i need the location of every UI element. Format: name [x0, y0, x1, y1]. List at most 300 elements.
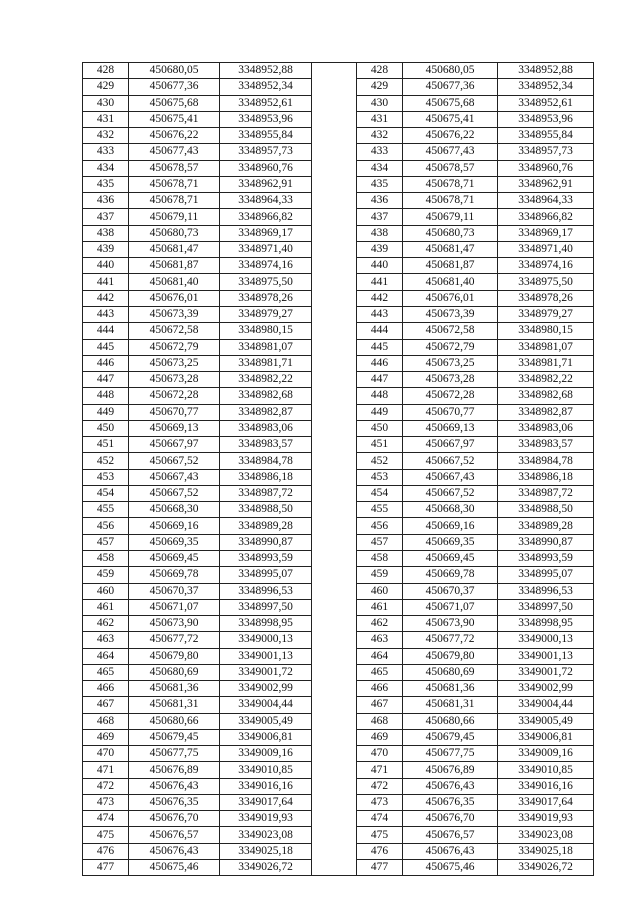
right-point-number-cell: 436 [357, 193, 403, 209]
right-y-coordinate-cell: 3348953,96 [498, 111, 594, 127]
table-row [83, 827, 594, 843]
table-row [83, 404, 594, 420]
left-x-coordinate-cell: 450676,70 [129, 811, 220, 827]
column-gap [312, 778, 357, 794]
right-x-coordinate-cell: 450678,57 [403, 160, 498, 176]
left-point-number-cell: 475 [83, 827, 129, 843]
right-point-number-cell: 453 [357, 469, 403, 485]
left-point-number-cell: 467 [83, 697, 129, 713]
right-x-coordinate-cell: 450673,25 [403, 355, 498, 371]
left-y-coordinate-cell: 3348953,96 [220, 111, 312, 127]
right-y-coordinate-cell: 3348955,84 [498, 128, 594, 144]
right-y-coordinate-cell: 3348962,91 [498, 176, 594, 192]
right-y-coordinate-cell: 3348960,76 [498, 160, 594, 176]
left-y-coordinate-cell: 3348981,71 [220, 355, 312, 371]
left-x-coordinate-cell: 450669,35 [129, 534, 220, 550]
left-point-number-cell: 448 [83, 388, 129, 404]
table-row [83, 95, 594, 111]
left-point-number-cell: 455 [83, 502, 129, 518]
column-gap [312, 241, 357, 257]
right-y-coordinate-cell: 3348978,26 [498, 290, 594, 306]
table-row [83, 144, 594, 160]
left-point-number-cell: 439 [83, 241, 129, 257]
left-y-coordinate-cell: 3348971,40 [220, 241, 312, 257]
right-y-coordinate-cell: 3349006,81 [498, 729, 594, 745]
left-point-number-cell: 450 [83, 420, 129, 436]
right-point-number-cell: 464 [357, 648, 403, 664]
column-gap [312, 339, 357, 355]
right-point-number-cell: 456 [357, 518, 403, 534]
right-point-number-cell: 444 [357, 323, 403, 339]
table-row [83, 746, 594, 762]
column-gap [312, 534, 357, 550]
left-y-coordinate-cell: 3348952,88 [220, 63, 312, 79]
right-x-coordinate-cell: 450670,37 [403, 583, 498, 599]
left-point-number-cell: 457 [83, 534, 129, 550]
column-gap [312, 811, 357, 827]
right-x-coordinate-cell: 450673,39 [403, 306, 498, 322]
right-x-coordinate-cell: 450680,73 [403, 225, 498, 241]
left-point-number-cell: 429 [83, 79, 129, 95]
right-x-coordinate-cell: 450667,52 [403, 485, 498, 501]
left-y-coordinate-cell: 3348984,78 [220, 453, 312, 469]
left-point-number-cell: 459 [83, 567, 129, 583]
table-row [83, 128, 594, 144]
left-point-number-cell: 447 [83, 372, 129, 388]
column-gap [312, 762, 357, 778]
left-point-number-cell: 434 [83, 160, 129, 176]
column-gap [312, 860, 357, 876]
right-y-coordinate-cell: 3348981,71 [498, 355, 594, 371]
right-point-number-cell: 434 [357, 160, 403, 176]
column-gap [312, 225, 357, 241]
left-point-number-cell: 449 [83, 404, 129, 420]
right-point-number-cell: 438 [357, 225, 403, 241]
right-point-number-cell: 475 [357, 827, 403, 843]
left-y-coordinate-cell: 3348982,22 [220, 372, 312, 388]
right-x-coordinate-cell: 450680,66 [403, 713, 498, 729]
table-row [83, 664, 594, 680]
left-x-coordinate-cell: 450681,36 [129, 681, 220, 697]
right-x-coordinate-cell: 450679,80 [403, 648, 498, 664]
right-x-coordinate-cell: 450676,22 [403, 128, 498, 144]
left-y-coordinate-cell: 3348952,34 [220, 79, 312, 95]
column-gap [312, 290, 357, 306]
right-y-coordinate-cell: 3348982,68 [498, 388, 594, 404]
table-row [83, 534, 594, 550]
right-point-number-cell: 477 [357, 860, 403, 876]
right-point-number-cell: 454 [357, 485, 403, 501]
left-y-coordinate-cell: 3348979,27 [220, 306, 312, 322]
column-gap [312, 160, 357, 176]
right-x-coordinate-cell: 450676,35 [403, 794, 498, 810]
right-point-number-cell: 463 [357, 632, 403, 648]
left-x-coordinate-cell: 450676,22 [129, 128, 220, 144]
column-gap [312, 323, 357, 339]
right-point-number-cell: 431 [357, 111, 403, 127]
table-row [83, 306, 594, 322]
left-x-coordinate-cell: 450680,73 [129, 225, 220, 241]
right-y-coordinate-cell: 3348971,40 [498, 241, 594, 257]
left-point-number-cell: 431 [83, 111, 129, 127]
table-row [83, 339, 594, 355]
left-x-coordinate-cell: 450673,39 [129, 306, 220, 322]
left-y-coordinate-cell: 3349026,72 [220, 860, 312, 876]
left-point-number-cell: 454 [83, 485, 129, 501]
right-point-number-cell: 452 [357, 453, 403, 469]
left-x-coordinate-cell: 450676,89 [129, 762, 220, 778]
right-point-number-cell: 465 [357, 664, 403, 680]
right-x-coordinate-cell: 450668,30 [403, 502, 498, 518]
left-y-coordinate-cell: 3348962,91 [220, 176, 312, 192]
left-x-coordinate-cell: 450667,52 [129, 453, 220, 469]
right-point-number-cell: 449 [357, 404, 403, 420]
table-row [83, 697, 594, 713]
column-gap [312, 616, 357, 632]
column-gap [312, 843, 357, 859]
coordinate-table-body [83, 63, 594, 876]
column-gap [312, 95, 357, 111]
left-x-coordinate-cell: 450677,43 [129, 144, 220, 160]
left-y-coordinate-cell: 3348978,26 [220, 290, 312, 306]
left-y-coordinate-cell: 3349006,81 [220, 729, 312, 745]
left-x-coordinate-cell: 450675,46 [129, 860, 220, 876]
right-point-number-cell: 471 [357, 762, 403, 778]
table-row [83, 713, 594, 729]
left-y-coordinate-cell: 3348996,53 [220, 583, 312, 599]
right-x-coordinate-cell: 450667,97 [403, 437, 498, 453]
right-x-coordinate-cell: 450680,05 [403, 63, 498, 79]
left-x-coordinate-cell: 450669,16 [129, 518, 220, 534]
right-point-number-cell: 432 [357, 128, 403, 144]
column-gap [312, 502, 357, 518]
column-gap [312, 664, 357, 680]
column-gap [312, 518, 357, 534]
left-point-number-cell: 433 [83, 144, 129, 160]
left-y-coordinate-cell: 3349025,18 [220, 843, 312, 859]
left-x-coordinate-cell: 450669,78 [129, 567, 220, 583]
right-y-coordinate-cell: 3348988,50 [498, 502, 594, 518]
table-row [83, 209, 594, 225]
table-row [83, 729, 594, 745]
right-y-coordinate-cell: 3348979,27 [498, 306, 594, 322]
table-row [83, 225, 594, 241]
left-x-coordinate-cell: 450673,90 [129, 616, 220, 632]
left-x-coordinate-cell: 450667,43 [129, 469, 220, 485]
right-x-coordinate-cell: 450669,16 [403, 518, 498, 534]
table-row [83, 616, 594, 632]
right-x-coordinate-cell: 450676,43 [403, 778, 498, 794]
left-x-coordinate-cell: 450672,58 [129, 323, 220, 339]
left-x-coordinate-cell: 450680,66 [129, 713, 220, 729]
right-point-number-cell: 441 [357, 274, 403, 290]
left-y-coordinate-cell: 3348964,33 [220, 193, 312, 209]
right-x-coordinate-cell: 450678,71 [403, 176, 498, 192]
right-y-coordinate-cell: 3348983,06 [498, 420, 594, 436]
right-x-coordinate-cell: 450672,79 [403, 339, 498, 355]
right-point-number-cell: 467 [357, 697, 403, 713]
right-x-coordinate-cell: 450676,01 [403, 290, 498, 306]
right-x-coordinate-cell: 450676,43 [403, 843, 498, 859]
right-y-coordinate-cell: 3349026,72 [498, 860, 594, 876]
left-y-coordinate-cell: 3348955,84 [220, 128, 312, 144]
left-y-coordinate-cell: 3348987,72 [220, 485, 312, 501]
left-point-number-cell: 460 [83, 583, 129, 599]
left-x-coordinate-cell: 450676,57 [129, 827, 220, 843]
right-y-coordinate-cell: 3348957,73 [498, 144, 594, 160]
left-point-number-cell: 435 [83, 176, 129, 192]
left-y-coordinate-cell: 3349002,99 [220, 681, 312, 697]
table-row [83, 843, 594, 859]
right-y-coordinate-cell: 3348982,87 [498, 404, 594, 420]
right-x-coordinate-cell: 450675,41 [403, 111, 498, 127]
left-point-number-cell: 436 [83, 193, 129, 209]
right-point-number-cell: 457 [357, 534, 403, 550]
right-y-coordinate-cell: 3349019,93 [498, 811, 594, 827]
left-point-number-cell: 476 [83, 843, 129, 859]
right-y-coordinate-cell: 3348982,22 [498, 372, 594, 388]
left-x-coordinate-cell: 450680,69 [129, 664, 220, 680]
right-y-coordinate-cell: 3348990,87 [498, 534, 594, 550]
right-point-number-cell: 472 [357, 778, 403, 794]
left-x-coordinate-cell: 450678,71 [129, 176, 220, 192]
table-row [83, 355, 594, 371]
left-point-number-cell: 453 [83, 469, 129, 485]
column-gap [312, 550, 357, 566]
table-row [83, 762, 594, 778]
left-y-coordinate-cell: 3349016,16 [220, 778, 312, 794]
column-gap [312, 713, 357, 729]
left-y-coordinate-cell: 3348990,87 [220, 534, 312, 550]
column-gap [312, 567, 357, 583]
right-y-coordinate-cell: 3349016,16 [498, 778, 594, 794]
right-y-coordinate-cell: 3348993,59 [498, 550, 594, 566]
left-point-number-cell: 465 [83, 664, 129, 680]
left-y-coordinate-cell: 3348969,17 [220, 225, 312, 241]
left-y-coordinate-cell: 3348981,07 [220, 339, 312, 355]
left-y-coordinate-cell: 3348986,18 [220, 469, 312, 485]
left-point-number-cell: 438 [83, 225, 129, 241]
table-row [83, 323, 594, 339]
right-x-coordinate-cell: 450667,52 [403, 453, 498, 469]
right-y-coordinate-cell: 3348987,72 [498, 485, 594, 501]
right-point-number-cell: 430 [357, 95, 403, 111]
right-point-number-cell: 455 [357, 502, 403, 518]
left-x-coordinate-cell: 450675,41 [129, 111, 220, 127]
right-y-coordinate-cell: 3348975,50 [498, 274, 594, 290]
coordinate-table [82, 62, 594, 876]
table-row [83, 599, 594, 615]
right-x-coordinate-cell: 450675,68 [403, 95, 498, 111]
right-y-coordinate-cell: 3349001,72 [498, 664, 594, 680]
left-x-coordinate-cell: 450676,43 [129, 843, 220, 859]
column-gap [312, 355, 357, 371]
column-gap [312, 746, 357, 762]
left-x-coordinate-cell: 450667,52 [129, 485, 220, 501]
left-point-number-cell: 471 [83, 762, 129, 778]
column-gap [312, 599, 357, 615]
right-y-coordinate-cell: 3349002,99 [498, 681, 594, 697]
right-x-coordinate-cell: 450677,72 [403, 632, 498, 648]
table-row [83, 502, 594, 518]
table-row [83, 811, 594, 827]
column-gap [312, 469, 357, 485]
table-row [83, 453, 594, 469]
left-point-number-cell: 473 [83, 794, 129, 810]
table-row [83, 485, 594, 501]
table-row [83, 437, 594, 453]
table-row [83, 860, 594, 876]
right-point-number-cell: 474 [357, 811, 403, 827]
table-row [83, 388, 594, 404]
right-y-coordinate-cell: 3349005,49 [498, 713, 594, 729]
left-point-number-cell: 452 [83, 453, 129, 469]
column-gap [312, 632, 357, 648]
right-y-coordinate-cell: 3349000,13 [498, 632, 594, 648]
table-row [83, 794, 594, 810]
column-gap [312, 794, 357, 810]
right-y-coordinate-cell: 3349025,18 [498, 843, 594, 859]
column-gap [312, 79, 357, 95]
table-row [83, 550, 594, 566]
left-y-coordinate-cell: 3349010,85 [220, 762, 312, 778]
table-row [83, 274, 594, 290]
right-y-coordinate-cell: 3348983,57 [498, 437, 594, 453]
column-gap [312, 697, 357, 713]
left-point-number-cell: 430 [83, 95, 129, 111]
right-x-coordinate-cell: 450669,78 [403, 567, 498, 583]
right-point-number-cell: 459 [357, 567, 403, 583]
column-gap [312, 583, 357, 599]
left-point-number-cell: 442 [83, 290, 129, 306]
left-point-number-cell: 462 [83, 616, 129, 632]
table-row [83, 372, 594, 388]
left-point-number-cell: 466 [83, 681, 129, 697]
left-y-coordinate-cell: 3348995,07 [220, 567, 312, 583]
right-x-coordinate-cell: 450675,46 [403, 860, 498, 876]
table-row [83, 778, 594, 794]
left-y-coordinate-cell: 3348983,57 [220, 437, 312, 453]
left-y-coordinate-cell: 3349001,13 [220, 648, 312, 664]
right-point-number-cell: 466 [357, 681, 403, 697]
column-gap [312, 209, 357, 225]
left-x-coordinate-cell: 450677,75 [129, 746, 220, 762]
left-x-coordinate-cell: 450668,30 [129, 502, 220, 518]
column-gap [312, 729, 357, 745]
left-y-coordinate-cell: 3348975,50 [220, 274, 312, 290]
left-x-coordinate-cell: 450669,13 [129, 420, 220, 436]
right-point-number-cell: 461 [357, 599, 403, 615]
right-y-coordinate-cell: 3349009,16 [498, 746, 594, 762]
right-x-coordinate-cell: 450680,69 [403, 664, 498, 680]
left-point-number-cell: 477 [83, 860, 129, 876]
right-x-coordinate-cell: 450681,40 [403, 274, 498, 290]
left-y-coordinate-cell: 3349009,16 [220, 746, 312, 762]
left-point-number-cell: 458 [83, 550, 129, 566]
left-y-coordinate-cell: 3348989,28 [220, 518, 312, 534]
left-y-coordinate-cell: 3348974,16 [220, 258, 312, 274]
column-gap [312, 63, 357, 79]
right-x-coordinate-cell: 450672,58 [403, 323, 498, 339]
left-x-coordinate-cell: 450672,28 [129, 388, 220, 404]
right-x-coordinate-cell: 450669,45 [403, 550, 498, 566]
left-point-number-cell: 464 [83, 648, 129, 664]
left-y-coordinate-cell: 3348980,15 [220, 323, 312, 339]
right-point-number-cell: 437 [357, 209, 403, 225]
left-x-coordinate-cell: 450670,77 [129, 404, 220, 420]
left-x-coordinate-cell: 450673,25 [129, 355, 220, 371]
table-row [83, 63, 594, 79]
column-gap [312, 388, 357, 404]
right-point-number-cell: 450 [357, 420, 403, 436]
right-y-coordinate-cell: 3348997,50 [498, 599, 594, 615]
right-y-coordinate-cell: 3348981,07 [498, 339, 594, 355]
table-row [83, 469, 594, 485]
left-x-coordinate-cell: 450679,45 [129, 729, 220, 745]
right-x-coordinate-cell: 450672,28 [403, 388, 498, 404]
right-point-number-cell: 443 [357, 306, 403, 322]
right-point-number-cell: 451 [357, 437, 403, 453]
right-point-number-cell: 476 [357, 843, 403, 859]
left-x-coordinate-cell: 450681,47 [129, 241, 220, 257]
column-gap [312, 681, 357, 697]
column-gap [312, 258, 357, 274]
left-point-number-cell: 446 [83, 355, 129, 371]
left-x-coordinate-cell: 450673,28 [129, 372, 220, 388]
right-x-coordinate-cell: 450673,28 [403, 372, 498, 388]
column-gap [312, 404, 357, 420]
left-point-number-cell: 451 [83, 437, 129, 453]
left-x-coordinate-cell: 450672,79 [129, 339, 220, 355]
left-x-coordinate-cell: 450675,68 [129, 95, 220, 111]
right-x-coordinate-cell: 450681,47 [403, 241, 498, 257]
left-x-coordinate-cell: 450681,87 [129, 258, 220, 274]
right-point-number-cell: 448 [357, 388, 403, 404]
right-point-number-cell: 468 [357, 713, 403, 729]
left-x-coordinate-cell: 450676,01 [129, 290, 220, 306]
right-x-coordinate-cell: 450676,89 [403, 762, 498, 778]
table-row [83, 681, 594, 697]
left-y-coordinate-cell: 3348988,50 [220, 502, 312, 518]
right-y-coordinate-cell: 3348952,61 [498, 95, 594, 111]
right-point-number-cell: 462 [357, 616, 403, 632]
right-y-coordinate-cell: 3348966,82 [498, 209, 594, 225]
table-row [83, 176, 594, 192]
left-x-coordinate-cell: 450677,72 [129, 632, 220, 648]
left-point-number-cell: 440 [83, 258, 129, 274]
right-y-coordinate-cell: 3349017,64 [498, 794, 594, 810]
right-point-number-cell: 446 [357, 355, 403, 371]
left-y-coordinate-cell: 3349023,08 [220, 827, 312, 843]
column-gap [312, 128, 357, 144]
left-point-number-cell: 432 [83, 128, 129, 144]
left-y-coordinate-cell: 3348982,87 [220, 404, 312, 420]
left-y-coordinate-cell: 3349000,13 [220, 632, 312, 648]
right-x-coordinate-cell: 450671,07 [403, 599, 498, 615]
table-row [83, 583, 594, 599]
right-point-number-cell: 435 [357, 176, 403, 192]
right-x-coordinate-cell: 450679,45 [403, 729, 498, 745]
column-gap [312, 437, 357, 453]
column-gap [312, 111, 357, 127]
right-y-coordinate-cell: 3348995,07 [498, 567, 594, 583]
right-y-coordinate-cell: 3348980,15 [498, 323, 594, 339]
column-gap [312, 827, 357, 843]
right-y-coordinate-cell: 3348952,34 [498, 79, 594, 95]
left-y-coordinate-cell: 3348983,06 [220, 420, 312, 436]
left-y-coordinate-cell: 3349005,49 [220, 713, 312, 729]
left-y-coordinate-cell: 3349017,64 [220, 794, 312, 810]
